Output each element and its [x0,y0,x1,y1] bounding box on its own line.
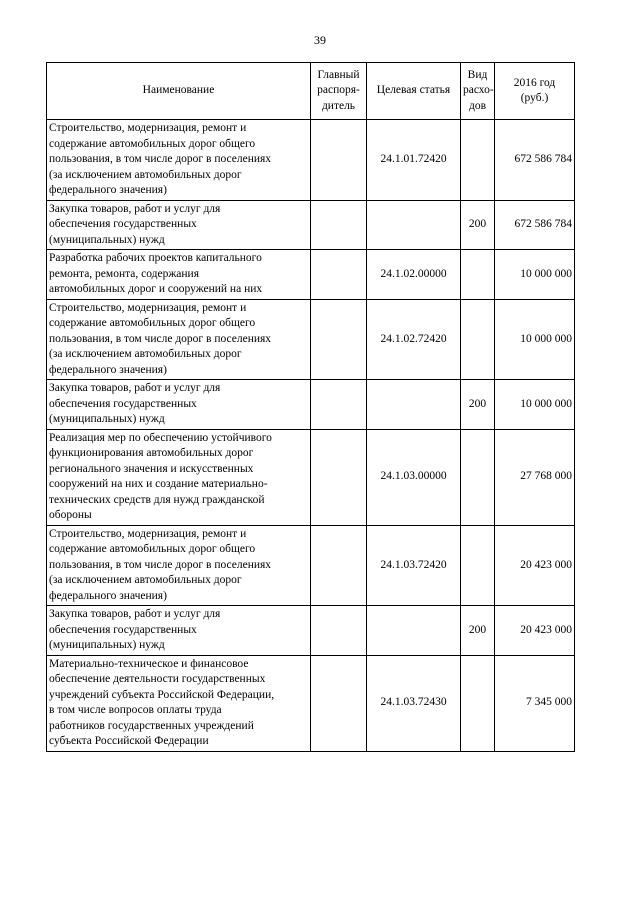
cell-target: 24.1.02.00000 [367,250,461,300]
cell-name: Закупка товаров, работ и услуг для обеспечения государственных (муниципальных) нужд [47,606,311,656]
cell-target [367,380,461,430]
cell-type: 200 [461,606,495,656]
cell-amount: 10 000 000 [495,380,575,430]
cell-target: 24.1.01.72420 [367,120,461,201]
cell-type [461,429,495,525]
cell-type [461,655,495,751]
cell-name: Строительство, модернизация, ремонт и содержание автомобильных дорог общего пользования, в том числе дорог в поселениях (за исключением автомобильных дорог федерального значения) [47,120,311,201]
cell-name: Закупка товаров, работ и услуг для обеспечения государственных (муниципальных) нужд [47,200,311,250]
cell-manager [311,525,367,606]
table-row [47,525,575,606]
cell-type: 200 [461,380,495,430]
cell-manager [311,429,367,525]
cell-amount: 672 586 784 [495,200,575,250]
cell-manager [311,299,367,380]
cell-amount: 10 000 000 [495,250,575,300]
cell-manager [311,380,367,430]
table-row [47,250,575,300]
table-row [47,299,575,380]
cell-amount: 7 345 000 [495,655,575,751]
cell-manager [311,606,367,656]
page-number: 39 [314,33,326,47]
cell-type [461,299,495,380]
cell-target [367,200,461,250]
cell-target: 24.1.03.00000 [367,429,461,525]
cell-name: Материально-техническое и финансовое обеспечение деятельности государственных учреждений субъекта Российской Федерации, в том числе вопросов оплаты труда работников государственных учреждений субъекта Российской Федерации [47,655,311,751]
cell-amount: 10 000 000 [495,299,575,380]
header-row [47,63,575,120]
cell-target: 24.1.03.72420 [367,525,461,606]
table-row [47,200,575,250]
cell-name: Строительство, модернизация, ремонт и содержание автомобильных дорог общего пользования, в том числе дорог в поселениях (за исключением автомобильных дорог федерального значения) [47,525,311,606]
header-manager: Главный распоря- дитель [311,63,367,120]
cell-type: 200 [461,200,495,250]
table-row [47,120,575,201]
table-row [47,655,575,751]
cell-target: 24.1.02.72420 [367,299,461,380]
cell-amount: 20 423 000 [495,606,575,656]
cell-name: Разработка рабочих проектов капитального ремонта, ремонта, содержания автомобильных дорог и сооружений на них [47,250,311,300]
cell-name: Строительство, модернизация, ремонт и содержание автомобильных дорог общего пользования, в том числе дорог в поселениях (за исключением автомобильных дорог федерального значения) [47,299,311,380]
cell-amount: 27 768 000 [495,429,575,525]
table-row [47,380,575,430]
cell-name: Закупка товаров, работ и услуг для обеспечения государственных (муниципальных) нужд [47,380,311,430]
cell-type [461,120,495,201]
table-row [47,606,575,656]
cell-manager [311,655,367,751]
cell-name: Реализация мер по обеспечению устойчивого функционирования автомобильных дорог регионального значения и искусственных сооружений на них и создание материально- технических средств для нужд гражданской обороны [47,429,311,525]
cell-target: 24.1.03.72430 [367,655,461,751]
cell-amount: 20 423 000 [495,525,575,606]
cell-manager [311,120,367,201]
cell-amount: 672 586 784 [495,120,575,201]
budget-table [46,62,575,752]
header-name: Наименование [47,63,311,120]
cell-manager [311,250,367,300]
cell-type [461,525,495,606]
cell-target [367,606,461,656]
cell-type [461,250,495,300]
header-amount: 2016 год (руб.) [495,63,575,120]
cell-manager [311,200,367,250]
header-type: Вид расхо- дов [461,63,495,120]
header-target: Целевая статья [367,63,461,120]
table-row [47,429,575,525]
